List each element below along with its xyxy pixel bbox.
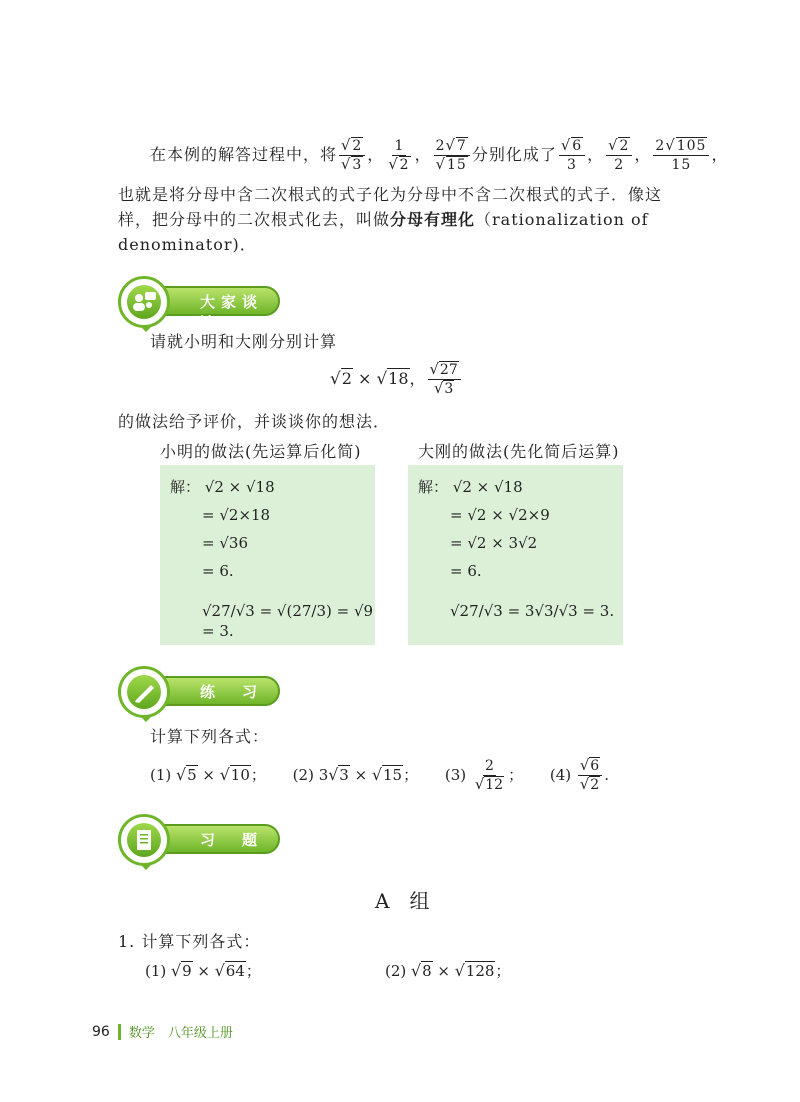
intro-line-3: 样，把分母中的二次根式化去，叫做分母有理化（rationalization of — [118, 210, 649, 229]
page-footer — [92, 1022, 233, 1041]
right-line-2: = √2 × √2×9 — [450, 506, 550, 524]
right-line-5: √27/√3 = 3√3/√3 = 3. — [450, 602, 615, 620]
practice-item-1: (1) √5 × √10； — [150, 764, 266, 784]
footer-subject: 数学 八年级上册 — [128, 1026, 233, 1041]
intro-line-2: 也就是将分母中含二次根式的式子化为分母中不含二次根式的式子．像这 — [118, 185, 663, 204]
footer-divider — [118, 1024, 121, 1040]
practice-prompt: 计算下列各式： — [150, 727, 270, 746]
exercise-header-label: 习 题 — [200, 831, 264, 849]
exercise-header — [118, 824, 280, 854]
question-1b: (2) √8 × √128； — [385, 961, 511, 980]
left-line-3: = √36 — [202, 534, 248, 552]
practice-item-2: (2) 3√3 × √15； — [292, 764, 419, 784]
practice-items — [150, 758, 670, 793]
people-talk-icon — [127, 285, 161, 319]
question-1: 1. 计算下列各式： — [118, 932, 261, 951]
discuss-header-label: 大家谈谈 — [200, 293, 264, 332]
left-method-title: 小明的做法(先运算后化简) — [160, 442, 362, 461]
left-line-4: = 6. — [202, 562, 234, 580]
question-1a: (1) √9 × √64； — [145, 961, 261, 980]
discuss-prompt: 请就小明和大刚分别计算 — [150, 332, 338, 351]
discuss-expression: √2 × √18， $\frac{√27}{√3}$ — [330, 362, 463, 397]
left-line-5: √27/√3 = √(27/3) = √9 = 3. — [202, 602, 374, 640]
right-method-title: 大刚的做法(先化简后运算) — [418, 442, 620, 461]
left-solution-box — [160, 465, 375, 645]
practice-header — [118, 676, 280, 706]
group-a-title: A 组 — [375, 889, 430, 913]
practice-header-label: 练 习 — [200, 683, 264, 701]
term-rationalization: 分母有理化 — [390, 210, 476, 229]
right-line-1: 解： √2 × √18 — [418, 478, 523, 496]
notebook-icon — [127, 823, 161, 857]
discuss-header — [118, 286, 280, 332]
right-line-4: = 6. — [450, 562, 482, 580]
discuss-follow: 的做法给予评价，并谈谈你的想法． — [118, 412, 391, 431]
pencil-icon — [127, 675, 161, 709]
intro-line-1: 在本例的解答过程中，将 $\frac{√2}{√3}$ ， $\frac{1}{√2}$ ， $\frac{2√7}{√15}$ 分别化成了 $\frac{√6}{3}$ ， $\frac{√2}{2}$ ， $\frac{2√105}{15}$ ， — [150, 137, 729, 173]
right-line-3: = √2 × 3√2 — [450, 534, 538, 552]
page-number: 96 — [92, 1023, 110, 1040]
left-line-2: = √2×18 — [202, 506, 271, 524]
left-line-1: 解： √2 × √18 — [170, 478, 275, 496]
intro-line-4: denominator)． — [118, 235, 257, 254]
practice-item-4: (4) $\frac{√6}{√2}$ . — [549, 757, 609, 793]
right-solution-box — [408, 465, 623, 645]
practice-item-3: (3) $\frac{2}{√12}$ ； — [444, 758, 524, 793]
